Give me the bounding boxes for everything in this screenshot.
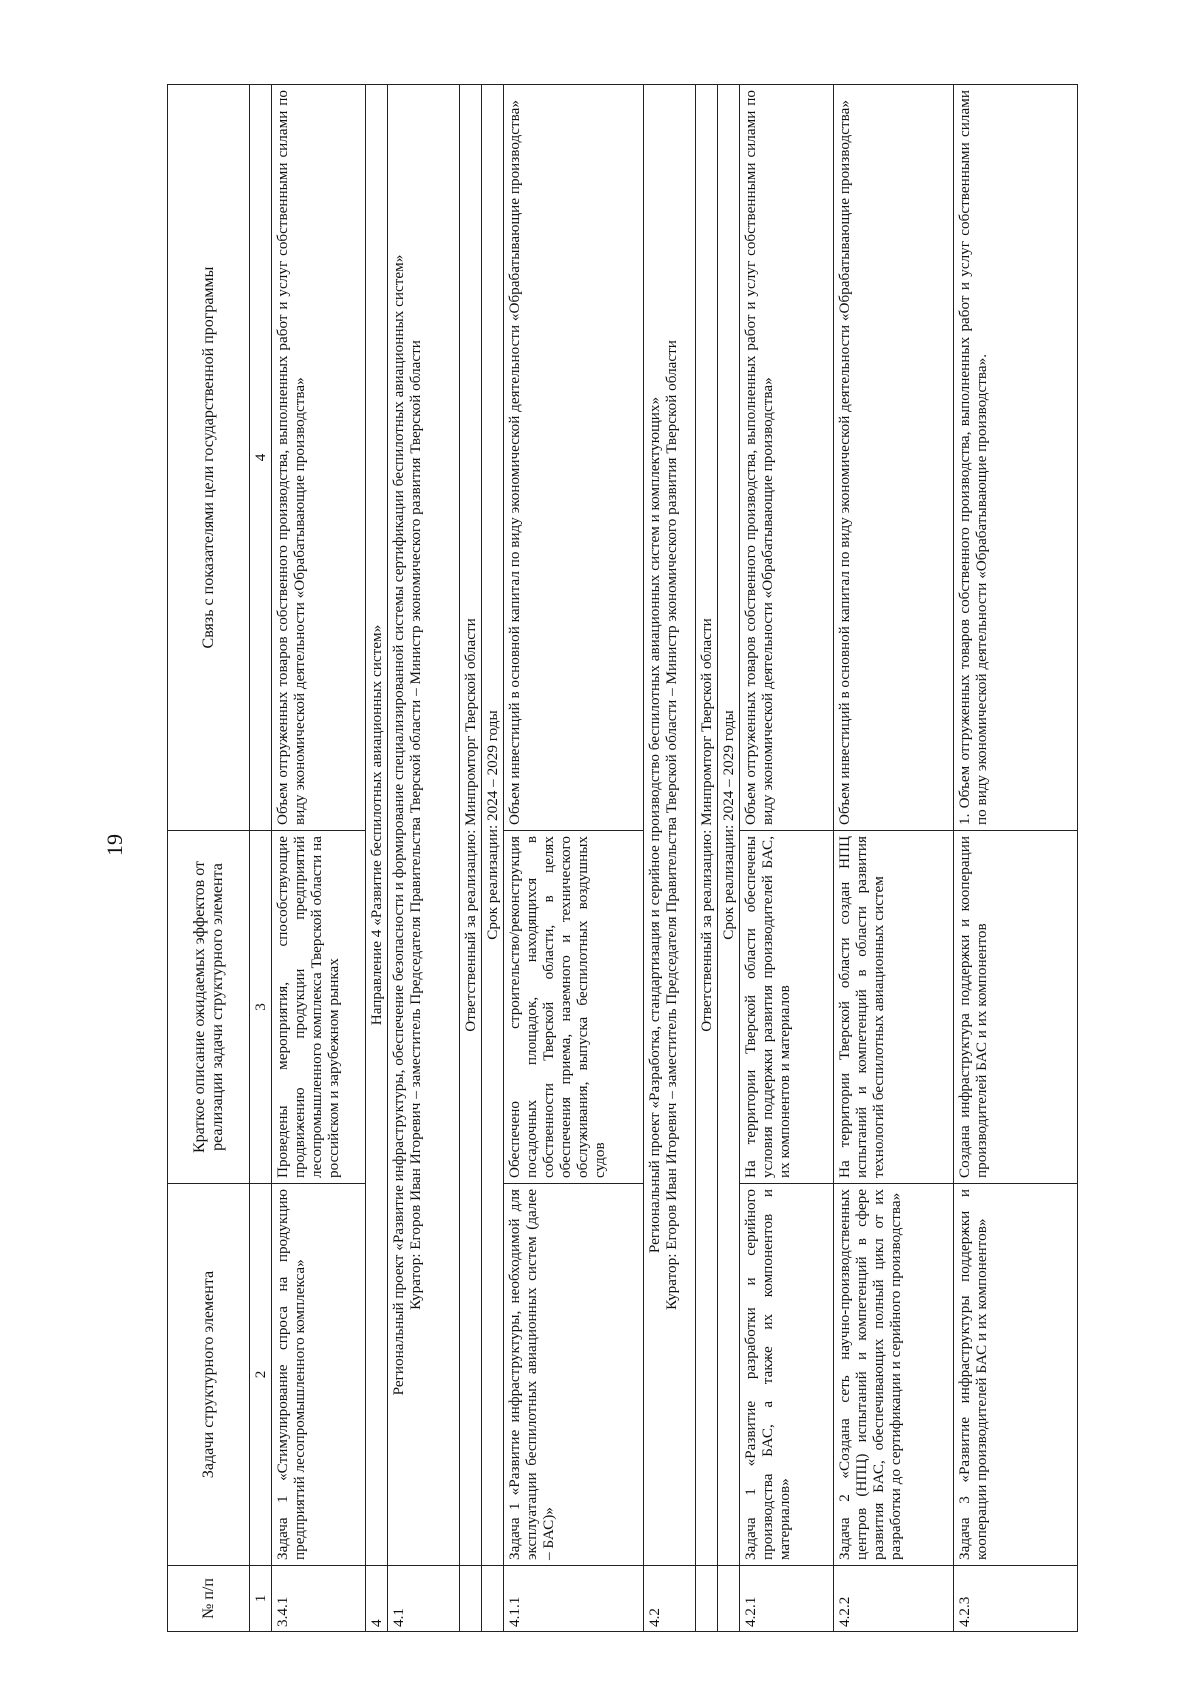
header-row xyxy=(168,85,250,1632)
row-effect: На территории Тверской области обеспечены условия поддержки развития производителей БАС, их компонентов и материалов xyxy=(740,831,834,1184)
col-number-1: 1 xyxy=(250,1566,272,1632)
project-4-2-responsible-row xyxy=(696,85,718,1632)
project-4-1-responsible-row xyxy=(460,85,482,1632)
row-task: Задача 1 «Развитие инфраструктуры, необходимой для эксплуатации беспилотных авиационных систем (далее – БАС)» xyxy=(504,1184,644,1566)
project-curator: Куратор: Егоров Иван Игоревич – заместитель Председателя Правительства Тверской области – Министр экономического развития Тверской области xyxy=(663,340,681,1310)
direction-4-row xyxy=(366,85,388,1632)
row-num: 4.2.2 xyxy=(834,1566,954,1632)
row-task: Задача 3 «Развитие инфраструктуры поддержки и кооперации производителей БАС и их компонентов» xyxy=(954,1184,1078,1566)
header-link: Связь с показателями цели государственной программы xyxy=(168,85,250,831)
row-link: Объем отгруженных товаров собственного производства, выполненных работ и услуг собственными силами по виду экономической деятельности «Обрабатывающие производства» xyxy=(272,85,366,831)
row-task: Задача 1 «Развитие разработки и серийного производства БАС, а также их компонентов и материалов» xyxy=(740,1184,834,1566)
project-name: Региональный проект «Разработка, стандартизация и серийное производство беспилотных авиационных систем и комплектующих» xyxy=(646,396,664,1254)
table-row-4-1-1 xyxy=(504,85,644,1632)
row-effect: Обеспечено строительство/реконструкция посадочных площадок, находящихся в собственности Тверской области, в целях обеспечения приема, наземного и технического обслуживания, выпуска беспилотных воздушных судов xyxy=(504,831,644,1184)
row-link: Объем инвестиций в основной капитал по виду экономической деятельности «Обрабатывающие производства» xyxy=(504,85,644,831)
row-num: 4.1.1 xyxy=(504,1566,644,1632)
project-4-2-row xyxy=(644,85,696,1632)
term-text: Срок реализации: 2024 – 2029 годы xyxy=(482,85,504,1566)
row-num: 4 xyxy=(366,1566,388,1632)
row-task: Задача 1 «Стимулирование спроса на продукцию предприятий лесопромышленного комплекса» xyxy=(272,1184,366,1566)
page-number: 19 xyxy=(102,834,127,856)
rotated-page xyxy=(167,85,1078,1632)
table-row-4-2-1 xyxy=(740,85,834,1632)
row-effect: Проведены мероприятия, способствующие продвижению продукции предприятий лесопромышленного комплекса Тверской области на российском и зарубежном рынках xyxy=(272,831,366,1184)
column-numbers-row xyxy=(250,85,272,1632)
row-link: 1. Объем отгруженных товаров собственного производства, выполненных работ и услуг собственными силами по виду экономической деятельности «Обрабатывающие производства». xyxy=(954,85,1078,831)
row-link: Объем отгруженных товаров собственного производства, выполненных работ и услуг собственными силами по виду экономической деятельности «Обрабатывающие производства» xyxy=(740,85,834,831)
row-effect: На территории Тверской области создан НПЦ испытаний и компетенций в области развития технологий беспилотных авиационных систем xyxy=(834,831,954,1184)
header-tasks: Задачи структурного элемента xyxy=(168,1184,250,1566)
row-link: Объем инвестиций в основной капитал по виду экономической деятельности «Обрабатывающие производства» xyxy=(834,85,954,831)
table-row-4-2-2 xyxy=(834,85,954,1632)
project-4-1-term-row xyxy=(482,85,504,1632)
col-number-4: 4 xyxy=(250,85,272,831)
row-num: 4.2 xyxy=(644,1566,696,1632)
row-effect: Создана инфраструктура поддержки и кооперации производителей БАС и их компонентов xyxy=(954,831,1078,1184)
row-num: 4.2.3 xyxy=(954,1566,1078,1632)
header-num: № п/п xyxy=(168,1566,250,1632)
col-number-3: 3 xyxy=(250,831,272,1184)
project-title xyxy=(388,85,460,1566)
row-num: 3.4.1 xyxy=(272,1566,366,1632)
header-effects: Краткое описание ожидаемых эффектов от реализации задачи структурного элемента xyxy=(168,831,250,1184)
responsible-text: Ответственный за реализацию: Минпромторг Тверской области xyxy=(460,85,482,1566)
direction-title: Направление 4 «Развитие беспилотных авиационных систем» xyxy=(366,85,388,1566)
project-title xyxy=(644,85,696,1566)
table-row-3-4-1 xyxy=(272,85,366,1632)
col-number-2: 2 xyxy=(250,1184,272,1566)
row-num: 4.2.1 xyxy=(740,1566,834,1632)
project-4-2-term-row xyxy=(718,85,740,1632)
structural-elements-table xyxy=(167,84,1078,1632)
project-name: Региональный проект «Развитие инфраструктуры, обеспечение безопасности и формирование специализированной системы сертификации беспилотных авиационных систем» xyxy=(390,254,408,1396)
responsible-text: Ответственный за реализацию: Минпромторг Тверской области xyxy=(696,85,718,1566)
row-task: Задача 2 «Создана сеть научно-производственных центров (НПЦ) испытаний и компетенций в сфере развития БАС, обеспечивающих полный цикл от их разработки до сертификации и серийного производства» xyxy=(834,1184,954,1566)
project-curator: Куратор: Егоров Иван Игоревич – заместитель Председателя Правительства Тверской области – Министр экономического развития Тверской области xyxy=(407,340,425,1310)
term-text: Срок реализации: 2024 – 2029 годы xyxy=(718,85,740,1566)
project-4-1-row xyxy=(388,85,460,1632)
row-num: 4.1 xyxy=(388,1566,460,1632)
table-row-4-2-3 xyxy=(954,85,1078,1632)
